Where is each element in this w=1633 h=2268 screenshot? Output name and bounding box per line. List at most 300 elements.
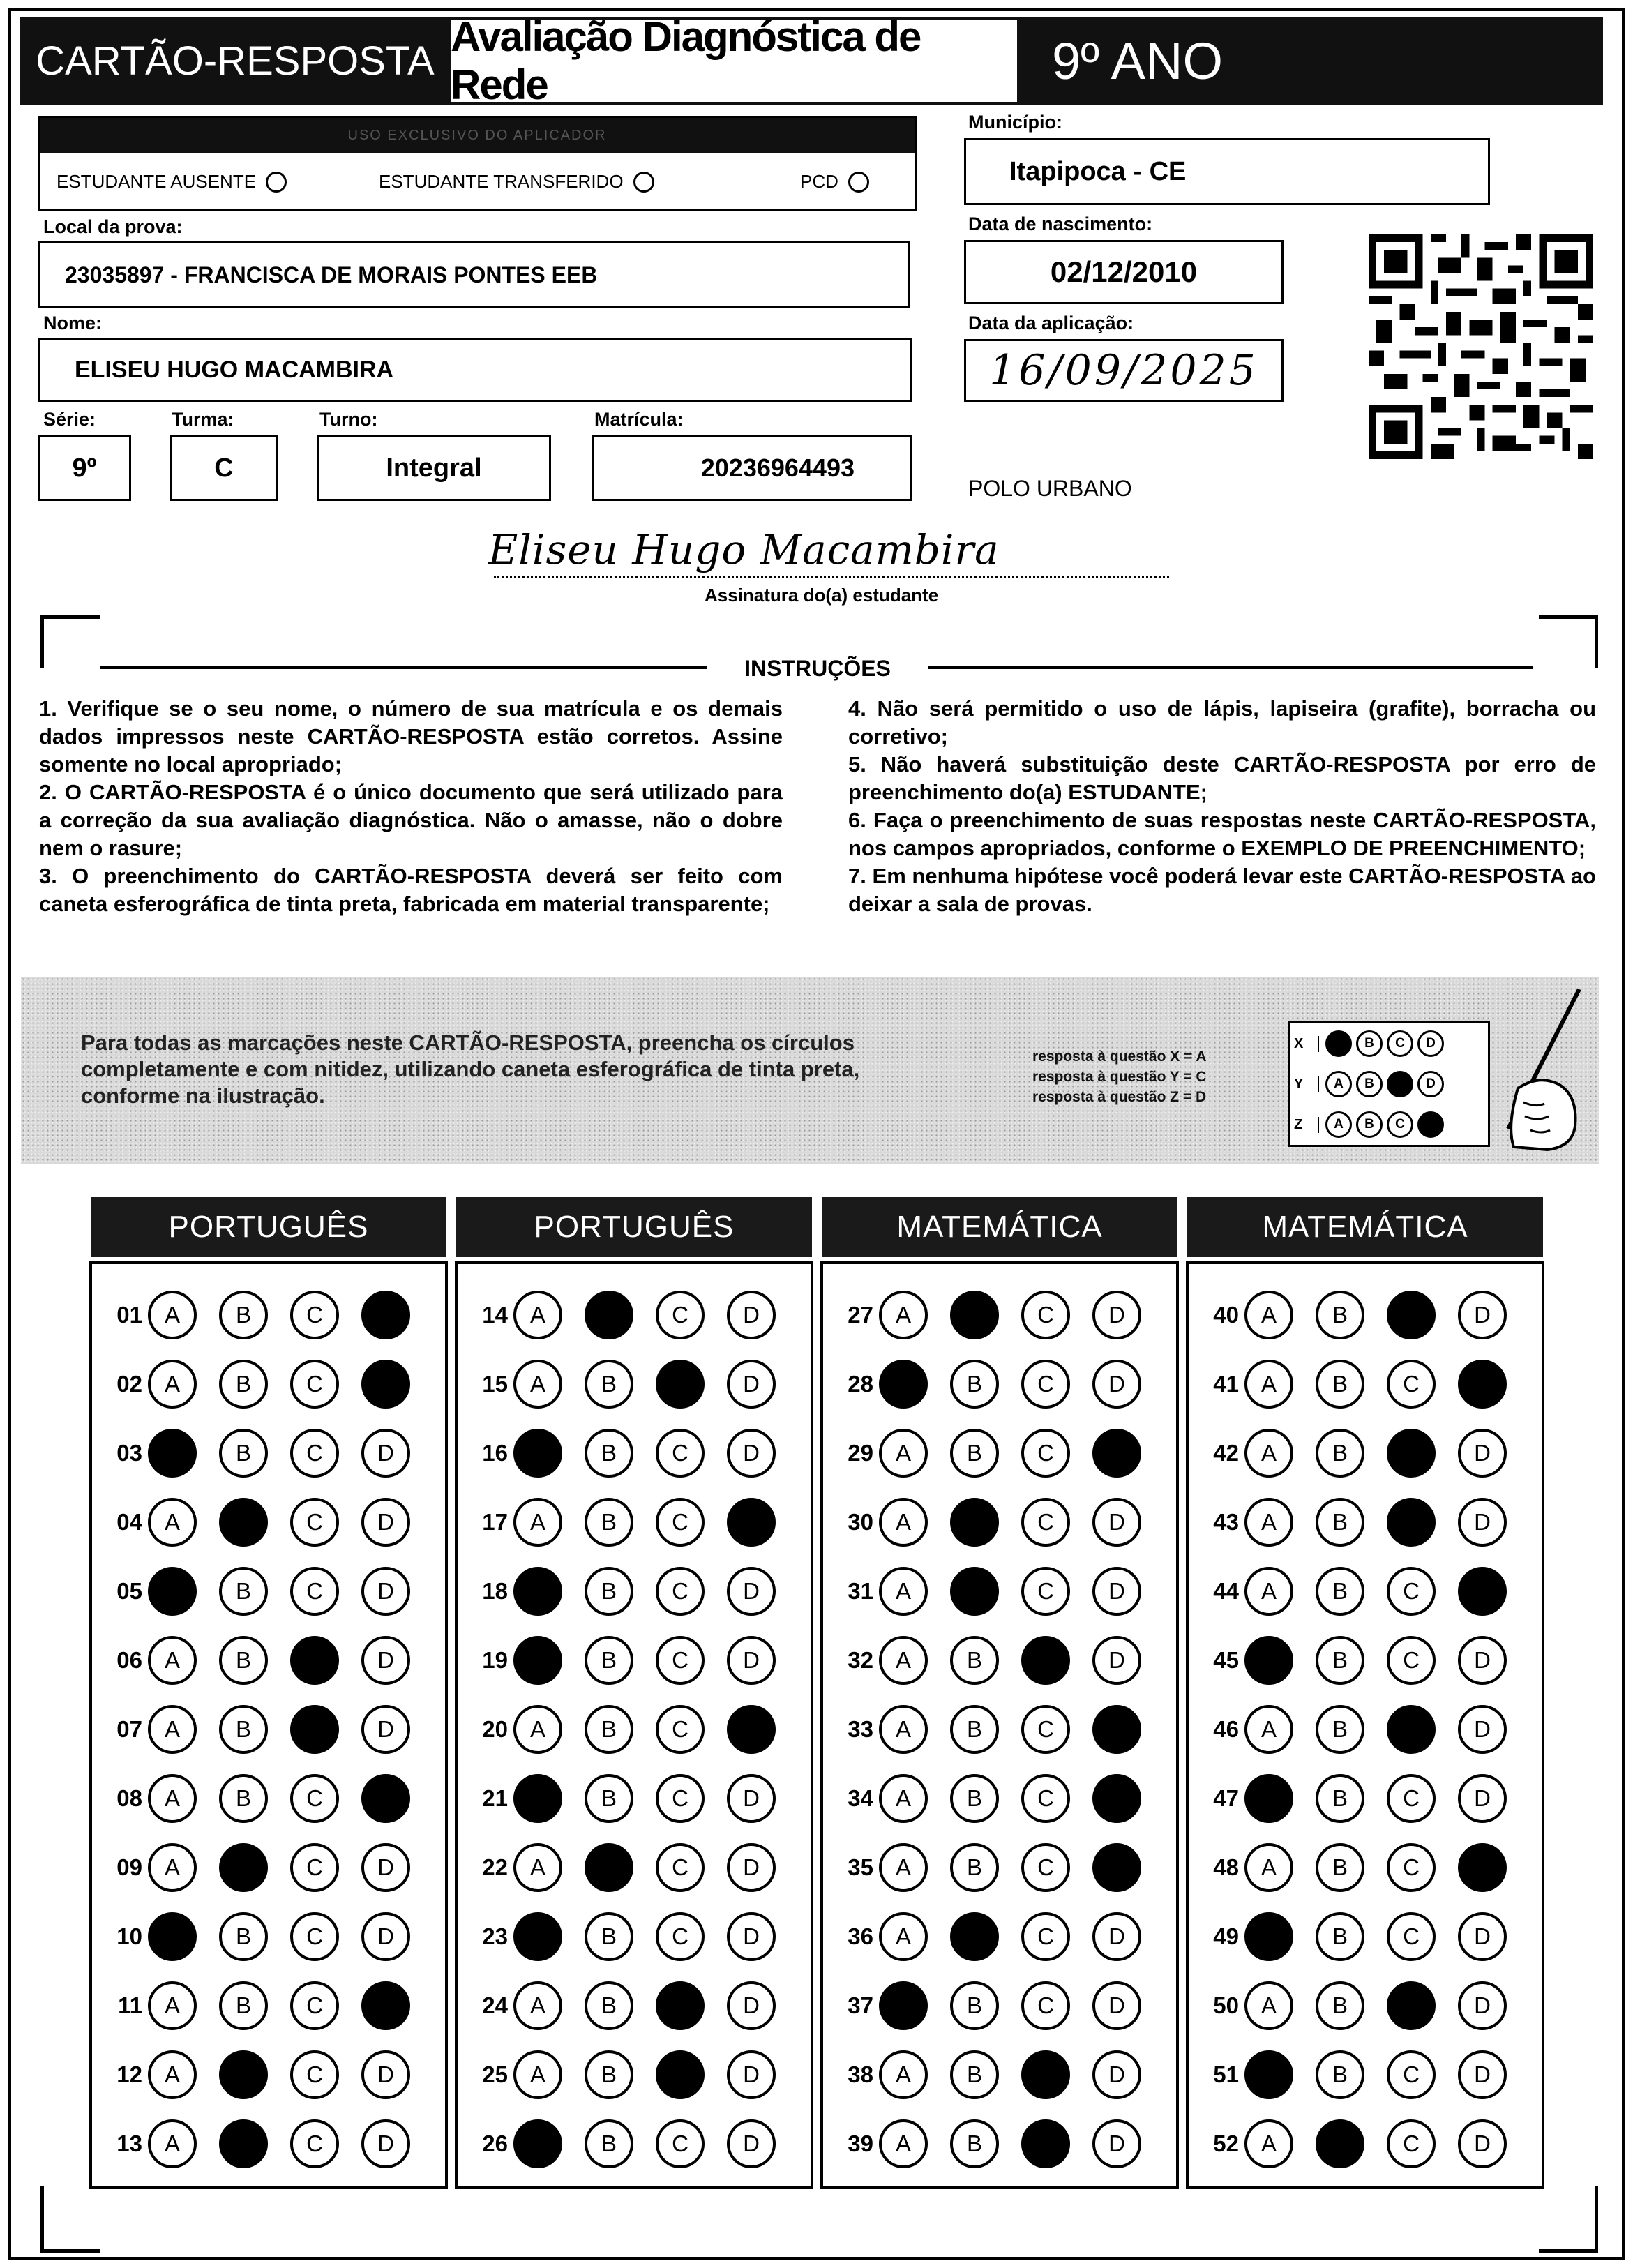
question-row [102,2112,432,2175]
answer-bubble-d[interactable] [1458,1360,1507,1409]
answer-bubble-a[interactable]: A [148,1636,197,1685]
answer-bubble-a[interactable]: A [879,1291,928,1339]
answer-bubble-d[interactable]: D [361,2050,410,2099]
answer-bubble-b[interactable]: B [219,1981,268,2030]
answer-bubble-b[interactable]: B [950,1843,999,1892]
example-bubble-d: D [1417,1071,1444,1097]
answer-bubble-d[interactable]: D [1092,2119,1141,2168]
answer-bubble-a[interactable] [513,2119,562,2168]
aplicacao-label: Data da aplicação: [968,313,1134,333]
answer-bubble-c[interactable] [1021,2050,1070,2099]
qr-code-graphic [1369,234,1593,459]
answer-bubble-d[interactable]: D [1092,1636,1141,1685]
absent-checkbox[interactable] [266,172,287,193]
answer-bubble-d[interactable]: D [1092,1567,1141,1616]
question-number: 27 [848,1302,873,1328]
question-row [833,1974,1164,2037]
example-bubble-b: B [1356,1071,1383,1097]
answer-bubble-d[interactable] [1092,1429,1141,1478]
answer-bubble-c[interactable]: C [1387,2050,1436,2099]
answer-bubble-a[interactable]: A [879,2050,928,2099]
answer-bubble-b[interactable] [1316,2119,1364,2168]
answer-bubble-d[interactable] [361,1291,410,1339]
example-row [1290,1064,1488,1104]
answer-bubble-d[interactable]: D [1458,1912,1507,1961]
answer-bubble-a[interactable]: A [1244,1498,1293,1547]
answer-bubble-d[interactable]: D [1458,1981,1507,2030]
answer-bubble-c[interactable]: C [290,1498,339,1547]
aplicacao-field: 16/09/2025 [964,339,1284,402]
answer-bubble-d[interactable]: D [1458,1498,1507,1547]
answer-bubble-b[interactable]: B [950,2050,999,2099]
answer-bubble-d[interactable]: D [727,1567,776,1616]
answer-bubble-b[interactable]: B [219,1636,268,1685]
question-row [467,1905,798,1968]
answer-bubble-a[interactable]: A [1244,1705,1293,1754]
answer-bubble-c[interactable]: C [290,1843,339,1892]
question-row [1198,1353,1529,1415]
answer-bubble-a[interactable]: A [879,1636,928,1685]
question-row [467,1491,798,1554]
answer-bubble-a[interactable]: A [513,2050,562,2099]
answer-bubble-d[interactable]: D [1092,1912,1141,1961]
question-row [102,1974,432,2037]
answer-bubble-d[interactable] [1092,1705,1141,1754]
answer-bubble-b[interactable]: B [219,1912,268,1961]
answer-bubble-d[interactable]: D [727,1636,776,1685]
question-row [833,1353,1164,1415]
answer-bubble-a[interactable]: A [879,1429,928,1478]
serie-field: 9º [38,435,131,501]
question-row [1198,1629,1529,1692]
answer-bubble-b[interactable] [219,1843,268,1892]
answer-bubble-d[interactable] [1092,1843,1141,1892]
answer-bubble-c[interactable]: C [1021,1498,1070,1547]
answer-bubble-d[interactable]: D [1092,1498,1141,1547]
answer-bubble-a[interactable]: A [148,2050,197,2099]
question-row [467,1698,798,1761]
answer-bubble-d[interactable]: D [1458,2119,1507,2168]
answer-bubble-d[interactable]: D [1458,1705,1507,1754]
turma-field: C [170,435,278,501]
answer-bubble-c[interactable]: C [1387,1567,1436,1616]
answer-bubble-c[interactable]: C [656,1291,705,1339]
answer-bubble-b[interactable]: B [1316,1912,1364,1961]
answer-bubble-b[interactable] [219,2119,268,2168]
question-number: 40 [1213,1302,1239,1328]
example-bubble-a: A [1325,1071,1352,1097]
answer-bubble-d[interactable]: D [361,1636,410,1685]
question-number: 46 [1213,1716,1239,1742]
answer-bubble-c[interactable]: C [1387,2119,1436,2168]
answer-bubble-b[interactable]: B [1316,1291,1364,1339]
answer-bubble-d[interactable] [727,1498,776,1547]
answer-bubble-a[interactable]: A [148,1705,197,1754]
answer-bubble-c[interactable]: C [290,2050,339,2099]
question-number: 47 [1213,1785,1239,1811]
answer-bubble-c[interactable]: C [290,1291,339,1339]
answer-bubble-a[interactable]: A [879,1498,928,1547]
answer-bubble-a[interactable]: A [148,1774,197,1823]
answer-bubble-c[interactable]: C [1021,1912,1070,1961]
answer-bubble-a[interactable] [513,1429,562,1478]
answer-bubble-a[interactable] [513,1912,562,1961]
answer-bubble-b[interactable]: B [950,2119,999,2168]
question-number: 30 [848,1509,873,1535]
local-field: 23035897 - FRANCISCA DE MORAIS PONTES EEB [38,241,910,308]
question-number: 33 [848,1716,873,1742]
example-bubble-b: B [1356,1111,1383,1138]
answer-bubble-c[interactable]: C [1021,1291,1070,1339]
answer-bubble-d[interactable]: D [361,1843,410,1892]
answer-bubble-a[interactable] [148,1429,197,1478]
pcd-option[interactable] [800,171,869,193]
answer-bubble-b[interactable]: B [219,1360,268,1409]
answer-bubble-b[interactable]: B [950,1429,999,1478]
answer-bubble-a[interactable] [879,1360,928,1409]
answer-bubble-b[interactable]: B [585,1636,633,1685]
answer-bubble-c[interactable]: C [1021,1774,1070,1823]
answer-bubble-b[interactable]: B [1316,2050,1364,2099]
answer-bubble-a[interactable]: A [1244,1843,1293,1892]
column-header: MATEMÁTICA [1187,1197,1543,1257]
answer-bubble-b[interactable]: B [950,1636,999,1685]
answer-bubble-c[interactable]: C [1021,1705,1070,1754]
example-question-label: Z [1294,1117,1319,1133]
pcd-checkbox[interactable] [848,172,869,193]
answer-bubble-b[interactable] [585,1843,633,1892]
question-number: 29 [848,1440,873,1466]
answer-bubble-b[interactable] [950,1912,999,1961]
answer-bubble-b[interactable] [219,2050,268,2099]
answer-bubble-c[interactable]: C [290,1981,339,2030]
answer-bubble-b[interactable]: B [1316,1498,1364,1547]
answer-bubble-d[interactable]: D [361,1567,410,1616]
question-row [102,1905,432,1968]
answer-bubble-c[interactable]: C [1021,1843,1070,1892]
answer-bubble-b[interactable] [219,1498,268,1547]
answer-bubble-c[interactable]: C [656,1567,705,1616]
answer-bubble-b[interactable]: B [1316,1636,1364,1685]
question-number: 36 [848,1923,873,1949]
answer-bubble-b[interactable]: B [219,1705,268,1754]
question-number: 08 [116,1785,142,1811]
answer-bubble-a[interactable]: A [513,1843,562,1892]
instruction-5: 5. Não haverá substituição deste CARTÃO-RESPOSTA por erro de preenchimento do(a) ESTUDANTE; [848,752,1596,804]
answer-bubble-d[interactable]: D [1092,2050,1141,2099]
example-bubble-c [1387,1071,1413,1097]
answer-bubble-b[interactable] [585,1291,633,1339]
answer-bubble-c[interactable] [656,1981,705,2030]
answer-bubble-b[interactable]: B [950,1981,999,2030]
answer-bubble-c[interactable] [1387,1705,1436,1754]
answer-bubble-c[interactable]: C [656,1843,705,1892]
answer-bubble-c[interactable]: C [1387,1912,1436,1961]
answer-bubble-b[interactable]: B [1316,1567,1364,1616]
answer-bubble-d[interactable] [361,1981,410,2030]
answer-bubble-d[interactable] [361,1360,410,1409]
question-number: 26 [482,2131,508,2156]
answer-bubble-d[interactable]: D [727,1843,776,1892]
answer-bubble-b[interactable]: B [219,1429,268,1478]
question-row [833,1836,1164,1899]
question-number: 39 [848,2131,873,2156]
answer-bubble-a[interactable] [513,1567,562,1616]
instructions-rule-right [928,666,1533,669]
answer-bubble-b[interactable]: B [585,1774,633,1823]
answer-bubble-c[interactable]: C [656,2119,705,2168]
answer-bubble-d[interactable]: D [1458,1291,1507,1339]
question-row [102,1698,432,1761]
answer-bubble-d[interactable]: D [1458,2050,1507,2099]
answer-bubble-a[interactable]: A [513,1981,562,2030]
answer-bubble-a[interactable]: A [1244,2119,1293,2168]
question-number: 21 [482,1785,508,1811]
question-row [833,1491,1164,1554]
answer-bubble-b[interactable]: B [585,1981,633,2030]
question-row [1198,2112,1529,2175]
answer-bubble-c[interactable]: C [656,1636,705,1685]
answer-bubble-c[interactable]: C [1021,1360,1070,1409]
question-number: 23 [482,1923,508,1949]
answer-bubble-d[interactable] [1092,1774,1141,1823]
example-bubble-c: C [1387,1030,1413,1057]
card-title: CARTÃO-RESPOSTA [36,38,435,84]
answer-bubble-c[interactable]: C [656,1429,705,1478]
answer-bubble-a[interactable] [1244,1636,1293,1685]
question-row [833,1284,1164,1346]
question-row [467,2112,798,2175]
answer-bubble-c[interactable] [656,2050,705,2099]
answer-bubble-a[interactable]: A [879,1912,928,1961]
question-row [1198,1974,1529,2037]
example-question-label: X [1294,1036,1319,1052]
answer-bubble-b[interactable]: B [585,1360,633,1409]
answer-bubble-d[interactable]: D [727,1774,776,1823]
answer-bubble-d[interactable]: D [361,1705,410,1754]
example-bubble-c: C [1387,1111,1413,1138]
answer-bubble-d[interactable]: D [361,2119,410,2168]
answer-bubble-d[interactable] [1458,1843,1507,1892]
answer-bubble-d[interactable]: D [1458,1774,1507,1823]
answer-bubble-a[interactable]: A [1244,1981,1293,2030]
answer-bubble-a[interactable] [148,1912,197,1961]
answer-bubble-c[interactable] [1021,2119,1070,2168]
answer-bubble-a[interactable]: A [148,1291,197,1339]
answer-bubble-b[interactable]: B [585,1567,633,1616]
answer-bubble-b[interactable]: B [219,1291,268,1339]
answer-bubble-c[interactable]: C [656,1498,705,1547]
transferred-checkbox[interactable] [633,172,654,193]
question-row [102,1629,432,1692]
answer-bubble-c[interactable] [290,1636,339,1685]
answer-bubble-c[interactable]: C [1387,1636,1436,1685]
answer-bubble-d[interactable]: D [361,1912,410,1961]
answer-bubble-a[interactable]: A [513,1498,562,1547]
hand-pen-icon [1482,984,1586,1151]
answer-bubble-b[interactable]: B [219,1567,268,1616]
answer-bubble-d[interactable]: D [727,1360,776,1409]
answer-bubble-c[interactable] [1387,1981,1436,2030]
example-bubble-b: B [1356,1030,1383,1057]
answer-bubble-c[interactable]: C [290,1912,339,1961]
answer-bubble-b[interactable]: B [1316,1705,1364,1754]
answer-bubble-a[interactable]: A [879,1843,928,1892]
question-row [467,1629,798,1692]
example-strip [21,977,1599,1164]
answer-bubble-a[interactable]: A [1244,1567,1293,1616]
example-text: Para todas as marcações neste CARTÃO-RESPOSTA, preencha os círculos completamente e com nitidez, utilizando caneta esferográfica de tinta preta, conforme na ilustração. [81,1030,860,1108]
answer-bubble-b[interactable]: B [585,1912,633,1961]
question-number: 22 [482,1854,508,1880]
answer-bubble-b[interactable]: B [585,1429,633,1478]
answer-bubble-d[interactable]: D [727,2050,776,2099]
answer-bubble-b[interactable]: B [950,1705,999,1754]
answer-bubble-c[interactable] [656,1360,705,1409]
answer-bubble-c[interactable]: C [1387,1774,1436,1823]
answer-bubble-d[interactable]: D [1458,1636,1507,1685]
question-number: 35 [848,1854,873,1880]
answer-bubble-c[interactable]: C [656,1705,705,1754]
answer-bubble-b[interactable]: B [1316,1429,1364,1478]
answer-bubble-a[interactable]: A [148,1360,197,1409]
answer-bubble-d[interactable]: D [1092,1981,1141,2030]
turno-field: Integral [317,435,551,501]
answer-bubble-b[interactable]: B [1316,1774,1364,1823]
header-card-title [20,17,451,105]
answer-bubble-d[interactable]: D [727,1981,776,2030]
answer-bubble-c[interactable]: C [656,1912,705,1961]
answer-bubble-d[interactable]: D [727,1429,776,1478]
answer-bubble-c[interactable]: C [1387,1843,1436,1892]
answer-bubble-c[interactable]: C [1021,1567,1070,1616]
example-bubble-a [1325,1030,1352,1057]
answer-bubble-c[interactable]: C [1387,1360,1436,1409]
answer-bubble-c[interactable] [1021,1636,1070,1685]
question-row [1198,1767,1529,1830]
answer-bubble-c[interactable]: C [290,1774,339,1823]
answer-bubble-c[interactable]: C [1021,1981,1070,2030]
answer-bubble-b[interactable] [950,1498,999,1547]
answer-bubble-a[interactable]: A [148,1843,197,1892]
answer-bubble-a[interactable]: A [513,1360,562,1409]
answer-bubble-a[interactable]: A [1244,1360,1293,1409]
bracket-top-left [40,615,100,668]
answer-bubble-d[interactable]: D [1458,1429,1507,1478]
column-answers [820,1261,1179,2189]
answer-bubble-d[interactable]: D [727,1912,776,1961]
answer-bubble-c[interactable] [1387,1498,1436,1547]
answer-bubble-a[interactable] [1244,1774,1293,1823]
example-bubble-d [1417,1111,1444,1138]
question-number: 24 [482,1992,508,2018]
answer-bubble-b[interactable]: B [1316,1843,1364,1892]
answer-bubble-c[interactable]: C [290,1567,339,1616]
answer-bubble-d[interactable]: D [727,2119,776,2168]
header-grade [1017,17,1603,105]
answer-bubble-c[interactable] [290,1705,339,1754]
answer-bubble-d[interactable] [361,1774,410,1823]
question-row [467,1422,798,1485]
answer-bubble-d[interactable]: D [361,1498,410,1547]
answer-bubble-b[interactable]: B [585,1498,633,1547]
answer-bubble-b[interactable]: B [1316,1360,1364,1409]
answer-bubble-a[interactable]: A [879,1774,928,1823]
answer-bubble-c[interactable]: C [290,1429,339,1478]
answer-bubble-d[interactable]: D [361,1429,410,1478]
answer-bubble-b[interactable]: B [1316,1981,1364,2030]
answer-bubble-a[interactable]: A [1244,1291,1293,1339]
question-row [833,1905,1164,1968]
answer-bubble-b[interactable]: B [585,1705,633,1754]
question-number: 18 [482,1578,508,1604]
answer-bubble-a[interactable]: A [513,1291,562,1339]
answer-bubble-c[interactable]: C [1021,1429,1070,1478]
answer-bubble-c[interactable]: C [656,1774,705,1823]
answer-bubble-a[interactable]: A [148,1498,197,1547]
answer-bubble-b[interactable]: B [585,2119,633,2168]
instruction-6: 6. Faça o preenchimento de suas respostas neste CARTÃO-RESPOSTA, nos campos apropriados, conforme o EXEMPLO DE PREENCHIMENTO; [848,808,1596,860]
answer-bubble-d[interactable] [1458,1567,1507,1616]
absent-option[interactable] [57,171,287,193]
transferred-option[interactable] [379,171,654,193]
answer-bubble-b[interactable]: B [585,2050,633,2099]
column-answers [89,1261,448,2189]
question-number: 50 [1213,1992,1239,2018]
answer-bubble-a[interactable] [148,1567,197,1616]
question-row [102,1767,432,1830]
answer-bubble-a[interactable] [1244,1912,1293,1961]
answer-bubble-a[interactable]: A [513,1705,562,1754]
answer-bubble-b[interactable] [950,1567,999,1616]
question-number: 16 [482,1440,508,1466]
question-row [102,1422,432,1485]
answer-bubble-b[interactable]: B [219,1774,268,1823]
answer-bubble-b[interactable]: B [950,1360,999,1409]
answer-bubble-c[interactable] [1387,1291,1436,1339]
answer-bubble-c[interactable]: C [290,1360,339,1409]
bracket-bottom-right [1539,2186,1598,2253]
signature-caption: Assinatura do(a) estudante [705,585,939,606]
answer-bubble-d[interactable]: D [1092,1360,1141,1409]
question-row [102,1491,432,1554]
answer-bubble-c[interactable]: C [290,2119,339,2168]
answer-bubble-a[interactable] [513,1774,562,1823]
answer-bubble-b[interactable] [950,1291,999,1339]
answer-bubble-a[interactable]: A [879,2119,928,2168]
answer-bubble-a[interactable]: A [879,1567,928,1616]
qr-code [1369,234,1593,459]
answer-bubble-a[interactable]: A [148,2119,197,2168]
answer-bubble-b[interactable]: B [950,1774,999,1823]
answer-bubble-d[interactable]: D [727,1291,776,1339]
question-row [102,1836,432,1899]
answer-bubble-a[interactable] [879,1981,928,2030]
question-number: 49 [1213,1923,1239,1949]
answer-bubble-a[interactable]: A [879,1705,928,1754]
question-row [833,1767,1164,1830]
answer-bubble-a[interactable]: A [148,1981,197,2030]
question-number: 28 [848,1371,873,1397]
answer-bubble-d[interactable] [727,1705,776,1754]
answer-bubble-d[interactable]: D [1092,1291,1141,1339]
answer-bubble-a[interactable]: A [1244,1429,1293,1478]
answer-bubble-a[interactable] [1244,2050,1293,2099]
answer-bubble-a[interactable] [513,1636,562,1685]
question-row [102,1284,432,1346]
answer-bubble-c[interactable] [1387,1429,1436,1478]
question-number: 19 [482,1647,508,1673]
